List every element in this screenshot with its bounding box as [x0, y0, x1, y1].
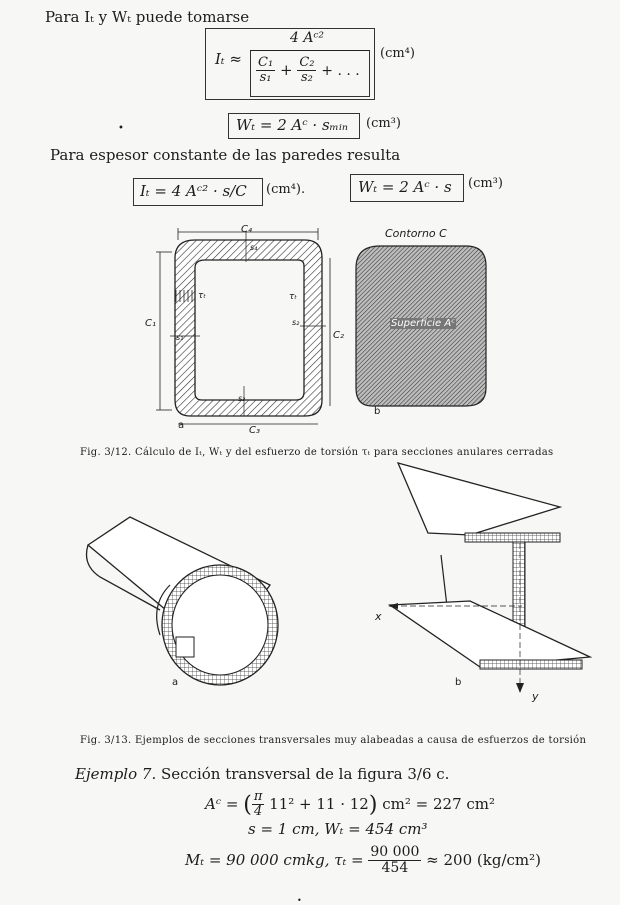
axis-x-label: x	[375, 610, 382, 623]
label-c1: C₁	[145, 318, 156, 329]
figure-3-13	[0, 455, 620, 710]
example-description: Sección transversal de la figura 3/6 c.	[161, 765, 450, 783]
formula-it-denominator: $\frac{\text{C₁}}{\text{s₁}}$ + $\frac{\text{C₂}}{\text{s₂}}$ + . . .	[258, 55, 360, 86]
fig313-sub-a: a	[172, 677, 179, 688]
slit-tube	[87, 517, 279, 685]
label-s2: s₂	[292, 318, 300, 327]
formula-wt: Wₜ = 2 Aᶜ · sₘᵢₙ	[236, 116, 348, 134]
label-s1: s₁	[176, 333, 184, 342]
label-tau-left: τₜ	[198, 291, 207, 301]
example-title: Ejemplo 7.	[75, 765, 157, 783]
figure-3-12-caption: Fig. 3/12. Cálculo de Iₜ, Wₜ y del esfuerzo de torsión τₜ para secciones anulares cerradas	[80, 447, 554, 458]
stray-dot: •	[118, 123, 124, 134]
label-s3: s₃	[238, 394, 246, 403]
example-mt-formula: Mₜ = 90 000 cmkg, τₜ = $\frac{90 000}{454}$ ≈ 200 (kg/cm²)	[185, 844, 541, 877]
axis-y-label: y	[532, 690, 539, 703]
area-label: Superficie Aᶜ	[391, 318, 455, 329]
label-c2: C₂	[333, 330, 344, 341]
fig312-sub-a: a	[178, 420, 185, 431]
label-s4: s₄	[250, 243, 258, 252]
label-tau-right: τₜ	[289, 292, 298, 302]
intro-text: Para Iₜ y Wₜ puede tomarse	[45, 8, 250, 26]
formula-const-wt-unit: (cm³)	[468, 176, 503, 191]
annular-section	[175, 240, 322, 416]
formula-it-lhs: Iₜ ≈	[215, 50, 242, 68]
fig313-sub-b: b	[455, 677, 462, 688]
figure-3-12	[0, 210, 620, 460]
formula-it-numerator: 4 Aᶜ²	[290, 30, 325, 46]
constant-thickness-text: Para espesor constante de las paredes resulta	[50, 146, 401, 164]
figure-3-13-caption: Fig. 3/13. Ejemplos de secciones transversales muy alabeadas a causa de esfuerzos de torsión	[80, 735, 587, 746]
page-mark: •	[297, 896, 302, 905]
formula-it-fraction-bar	[250, 50, 370, 51]
example-heading	[75, 765, 449, 783]
formula-const-it: Iₜ = 4 Aᶜ² · s/C	[140, 182, 247, 200]
label-c3: C₃	[249, 425, 260, 436]
formula-const-wt: Wₜ = 2 Aᶜ · s	[358, 178, 452, 196]
i-beam	[388, 463, 590, 693]
example-ac-formula: Aᶜ = ( $\frac{\pi}{4}$ 11² + 11 · 12) cm² = 227 cm²	[205, 789, 496, 820]
example-s-wt: s = 1 cm, Wₜ = 454 cm³	[248, 820, 428, 838]
label-c4: C₄	[241, 224, 252, 235]
contour-label: Contorno C	[385, 227, 447, 240]
formula-it-unit: (cm⁴)	[380, 46, 415, 61]
formula-wt-unit: (cm³)	[366, 116, 401, 131]
fig312-sub-b: b	[374, 406, 381, 417]
formula-const-it-unit: (cm⁴).	[266, 182, 306, 197]
